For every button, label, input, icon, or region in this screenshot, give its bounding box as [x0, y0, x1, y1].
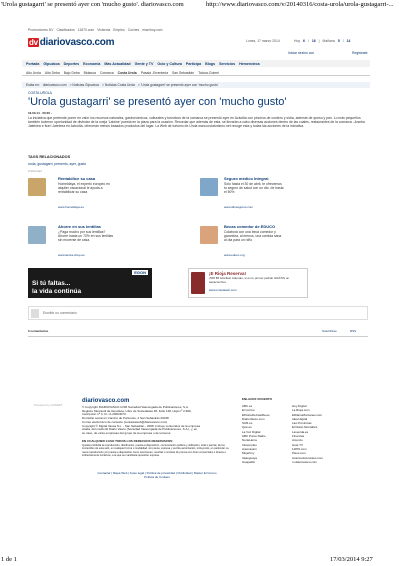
egon-banner[interactable]	[28, 268, 152, 298]
divider	[28, 336, 368, 337]
nav-item[interactable]: Gente y TV	[134, 61, 154, 66]
ad-link[interactable]: www.educo.org	[224, 253, 245, 257]
subnav-item[interactable]: Alto Deba	[44, 70, 60, 75]
ad-item[interactable]	[28, 176, 188, 216]
enlace-link[interactable]: ElNorteDeCastilla.es	[242, 412, 270, 417]
enlace-link[interactable]: Guapabbi	[242, 459, 256, 464]
enlace-link[interactable]: Anuncio	[292, 438, 303, 443]
site-logo[interactable]	[28, 37, 114, 48]
ad-text: Homeldaya, el experto europeo en alquiler vacacional le ayuda a rentabilizar su casa	[58, 182, 111, 195]
enlace-link[interactable]: Qué.es	[242, 425, 252, 430]
enlace-link[interactable]: Vadeguaya	[242, 455, 257, 460]
egon-tagline-1: Si tú faltas...	[32, 280, 71, 287]
enlace-link[interactable]: El Correo	[242, 408, 255, 413]
subscribe-link[interactable]: Suscribirse	[322, 329, 337, 333]
article-title: 'Urola gustagarri' se presentó ayer con 'mucho gusto'	[28, 96, 287, 108]
login-link[interactable]: Iniciar sesión con	[288, 51, 315, 55]
print-footer-date: 17/03/2014 9:27	[330, 556, 373, 563]
date: Lunes, 17 marzo 2014	[246, 39, 280, 43]
ad-link[interactable]: www.dkvseguros.com	[224, 205, 254, 209]
ad-link[interactable]: www.lentes-shop.es	[58, 253, 85, 257]
logo-mark: dv	[29, 38, 38, 47]
rioja-banner[interactable]	[188, 268, 308, 298]
ad-text: Colabora con una beca comedor y garantiza, al menos, una comida sana al día para un niño	[224, 230, 282, 243]
ad-item[interactable]	[28, 224, 188, 264]
enlace-link[interactable]: Finanzas	[292, 434, 305, 439]
subnav-item[interactable]: Comarca	[99, 70, 114, 75]
cookies-link[interactable]: Política de Cookies	[144, 475, 170, 479]
enlace-link[interactable]: ElDiarioMontanes.com	[292, 412, 323, 417]
enlace-link[interactable]: Mujerhoy	[242, 451, 255, 456]
enlace-link[interactable]: Pisos.com	[292, 451, 306, 456]
ad-title[interactable]: Ahorre en sus lentillas	[58, 224, 101, 229]
footer-logo: diariovasco.com	[82, 398, 130, 404]
enlace-link[interactable]: El Diario Montañés	[292, 425, 318, 430]
top-link[interactable]: 11870.com	[77, 28, 95, 32]
enlace-link[interactable]: ABC Punto Radio	[242, 434, 266, 439]
copyright-line: su caso, de otras empresas del grupo de la empresa o de terceros.	[82, 430, 172, 435]
weather-today-min: 6	[303, 39, 305, 43]
ad-text: Sólo hasta el 30 de abril, te ofrecemos tu seguro de salud con un dto. de hasta el 50%	[224, 182, 284, 195]
print-footer-page: 1 de 1	[1, 556, 17, 563]
copyright-line: Copyright © Digital Vasca S.L. - San Sebastián - 2008. Incluye contenidos de la empresa	[82, 423, 201, 428]
breadcrumb-item[interactable]: > 'Urola gustagarri' se presentó ayer con 'mucho gusto'	[137, 83, 219, 87]
article-date: 16.03.14 - 00:00 -	[28, 111, 52, 115]
section-label: COSTA UROLA	[28, 91, 52, 95]
avatar	[31, 309, 39, 318]
egon-brand: EGON	[134, 270, 146, 275]
subnav-item[interactable]: San Sebastián	[172, 70, 195, 75]
enlaces-col-1	[242, 404, 270, 464]
ad-item[interactable]	[200, 176, 360, 216]
ad-image	[200, 226, 218, 244]
comment-input[interactable]: Escribir un comentario	[43, 311, 77, 315]
nav-item[interactable]: Economía	[83, 61, 101, 66]
rioja-text: ¡500 €€ botellas! Además, si es tu primer pedido GRATIS un sacacorchos	[209, 276, 290, 284]
ad-image	[200, 178, 218, 196]
copyright-line: citada, del medio El Diario Vasco (Sociedad Vascongada de Publicaciones, S.A.), y, en	[82, 427, 198, 432]
copyright-line: Registro Mercantil de Gipuzkoa, Libro de Sociedades 48, Folio 118, Hoja nº 2.999,	[82, 408, 192, 413]
enlace-link[interactable]: Las Provincias	[292, 421, 312, 426]
weather-today-label: Hoy	[294, 39, 301, 43]
enlaces-col-2	[292, 404, 323, 464]
ad-item[interactable]	[200, 224, 360, 264]
top-link[interactable]: Vivienda	[97, 28, 111, 32]
breadcrumb-item[interactable]: > Noticias Costa Urola	[102, 83, 135, 87]
nav-item[interactable]: Hemeroteca	[239, 61, 260, 66]
enlace-link[interactable]: ABC.es	[242, 404, 253, 408]
weather-tomorrow-label: Mañana	[322, 39, 335, 43]
subnav-item[interactable]: Bidasoa	[83, 70, 96, 75]
top-link[interactable]: Clasificados	[56, 28, 75, 32]
egon-tagline-2: la vida continúa	[32, 288, 82, 295]
ads-grid	[28, 176, 368, 266]
comment-box[interactable]	[28, 306, 368, 320]
enlace-link[interactable]: Lavenida.es	[292, 429, 309, 434]
article-body: La iniciativa que pretende poner en valor los recursos naturales, gastronómicos, culturales y turísticos de la comarca se presentó ayer en Azkoitia con pinchos de cordero y sidra, además de queso y pan. Lo más pequeños también tuvieron oportunidad de disfrutar de la oveja 'Latxine' puesta en la plaza para la ocasión. Recordar que además de esta, se llevarán a cabo diversas acciones dentro de las cuales, restaurantes de la comarca -Joseba Jatetxea e Iturri Jatetxea en Azkoitia- ofrecerán menús basados productos del lugar. La Web de turismo de Urola www.urolaturismo.net recoge esta y todas las acciones de la iniciativa.	[28, 116, 365, 129]
copyright-line: Domicilio social en Camino de Portuetxe, 2 San Sebastián 20018	[82, 416, 169, 421]
copyright-line: © Copyright DIARIOVASCO.COM Sociedad Vascongada de Publicaciones, S.A.	[82, 405, 189, 409]
top-link[interactable]: Coches	[127, 28, 140, 32]
nav-item[interactable]: Portada	[26, 61, 40, 66]
top-link[interactable]: Promociones DV	[28, 28, 54, 32]
enlace-link[interactable]: Hoy Digital	[292, 404, 307, 408]
enlace-link[interactable]: DiarioVasco.com	[242, 416, 265, 421]
top-link[interactable]: Empleo	[113, 28, 125, 32]
top-links	[28, 28, 163, 32]
print-header-url: http://www.diariovasco.com/v/20140316/costa-urola/urola-gustagarri-...	[206, 1, 394, 8]
ad-title[interactable]: Becas comedor de EDUCO	[224, 224, 276, 229]
enlace-link[interactable]: La Voz Digital	[242, 429, 261, 434]
ads-label: Publicidad	[28, 169, 42, 173]
nav-item[interactable]: Blogs	[205, 61, 216, 66]
enlace-link[interactable]: NorteHerra	[242, 438, 257, 443]
tags-heading: TAGS RELACIONADOS	[28, 155, 71, 159]
rioja-title: ¡E Rioja Reserva!	[209, 271, 247, 276]
subnav-item[interactable]: Costa Urola	[117, 70, 137, 75]
register-link[interactable]: Registrate	[352, 51, 368, 55]
enlace-link[interactable]: Infoempleo	[242, 442, 257, 447]
enlace-link[interactable]: La Rioja.com	[292, 408, 310, 413]
subnav-item[interactable]: Pasaia -Errenteria	[140, 70, 169, 75]
main-nav	[22, 60, 370, 67]
rss-link[interactable]: RSS	[350, 329, 357, 333]
rights-heading: EN CUALQUIER CASO TODOS LOS DERECHOS RESERVADOS:	[82, 439, 174, 443]
rioja-link[interactable]: www.errioiaweb.com	[209, 288, 237, 292]
nav-item[interactable]: Más Actualidad	[104, 61, 131, 66]
weather-tomorrow-max: 14	[346, 39, 351, 43]
nav-item[interactable]: Servicios	[219, 61, 236, 66]
ad-link[interactable]: www.homeldaya.es	[58, 205, 84, 209]
print-header-title: 'Urola gustagarri' se presentó ayer con 'mucho gusto'. diariovasco.com	[1, 1, 184, 8]
ad-image	[28, 226, 46, 244]
powered-by: Powered by GAMMIT	[34, 403, 63, 407]
enlaces-heading: ENLACES VOCENTO	[242, 397, 272, 401]
enlace-link[interactable]: Guia TV	[292, 442, 303, 447]
enlace-link[interactable]: Ideal digital	[292, 416, 308, 421]
weather-today-max: 16	[311, 39, 316, 43]
subnav-item[interactable]: Alto Urola	[26, 70, 41, 75]
tags-list[interactable]: urola, gustagarri, presento, ayer, gusto	[28, 162, 87, 166]
breadcrumb-item[interactable]: diariovasco.com	[42, 83, 67, 87]
weather-tomorrow-min: 5	[337, 39, 340, 43]
nav-item[interactable]: Deportes	[63, 61, 80, 66]
copyright-line: Inscripción 1ª C.I.F.: A-20004073.	[82, 412, 127, 417]
logo-name: diariovasco.com	[39, 37, 115, 48]
enlace-link[interactable]: Autocasion	[242, 446, 257, 451]
sub-nav	[22, 70, 370, 76]
enlace-link[interactable]: 11870.com	[292, 446, 307, 451]
breadcrumb-item[interactable]: Estás en:	[26, 83, 40, 87]
comment-count: 0 comentarios	[28, 329, 49, 333]
ad-text: ¿Paga mucho por sus lentillas? Ahorre hasta un 70% en sus lentillas sin moverse de casa.	[58, 230, 114, 243]
nav-item[interactable]: Gipuzkoa	[43, 61, 60, 66]
top-link[interactable]: miarrhoy.com	[142, 28, 163, 32]
enlace-link[interactable]: Avancusticurantes.com	[292, 455, 323, 460]
footer-links[interactable]: Contactar | Mapa Web | Aviso legal | Política de privacidad | Publicidad | Master El Correo	[97, 471, 217, 475]
ad-title[interactable]: Seguro médico Integral	[224, 176, 269, 181]
nav-item[interactable]: Ocio y Cultura	[157, 61, 182, 66]
breadcrumb-item[interactable]: > Noticias Gipuzkoa	[69, 83, 99, 87]
rights-text: Queda prohibida la reproducción, distribución, puesta a disposición, comunicación pública y utilización, total o parcial, de los contenidos de esta web, en cualquier forma o modalidad, sin previa, expresa y escrita autorización, incluyendo, en particular, su mera reproducción y/o puesta a disposición como resúmenes, reseñas o revistas de prensa con fines comerciales o directa o indirectamente lucrativos, a la que se manifiesta oposición expresa.	[82, 444, 229, 457]
weather: Hoy 6 / 16 | Mañana 5 / 14	[294, 39, 351, 43]
copyright-line: Correo electrónico de contacto (contactaweb@diariovasco.com)	[82, 419, 168, 424]
enlace-link[interactable]: m.diariovasco.com	[292, 459, 318, 464]
breadcrumb	[22, 82, 370, 88]
copyright	[82, 406, 232, 436]
enlace-link[interactable]: SUR.es	[242, 421, 253, 426]
subnav-item[interactable]: Tolosa-Goierri	[198, 70, 220, 75]
nav-item[interactable]: Participa	[185, 61, 202, 66]
subnav-item[interactable]: Bajo Deba	[63, 70, 80, 75]
ad-title[interactable]: Rentabilice su casa	[58, 176, 96, 181]
ad-image	[28, 178, 46, 196]
bottle-icon	[191, 272, 205, 294]
